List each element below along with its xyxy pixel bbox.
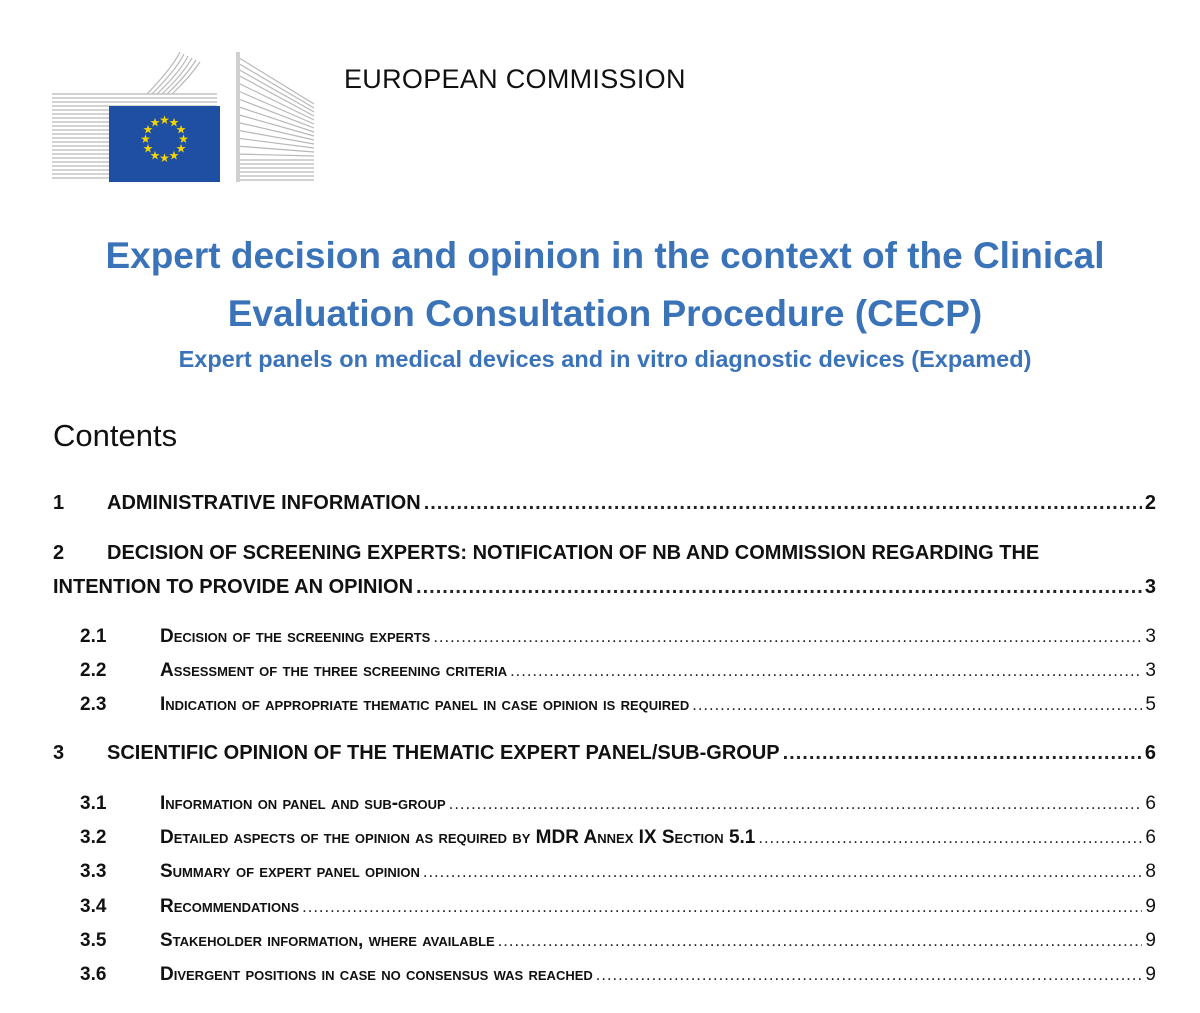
toc-entry-3-6[interactable] <box>53 964 1156 986</box>
toc-leader <box>758 829 1142 848</box>
svg-text:★: ★ <box>149 115 161 130</box>
toc-number: 2.2 <box>80 660 107 681</box>
toc-label: Indication of appropriate thematic panel in case opinion is required <box>160 694 690 715</box>
document-subtitle: Expert panels on medical devices and in vitro diagnostic devices (Expamed) <box>178 346 1032 372</box>
toc-page: 2 <box>1144 492 1156 514</box>
toc-label: DECISION OF SCREENING EXPERTS: NOTIFICATION OF NB AND COMMISSION REGARDING THE <box>107 542 1040 564</box>
toc-page: 9 <box>1145 896 1156 917</box>
toc-label: Summary of expert panel opinion <box>160 861 420 882</box>
toc-entry-3-5[interactable] <box>53 930 1156 952</box>
toc-label-continued: INTENTION TO PROVIDE AN OPINION <box>53 576 414 598</box>
toc-page: 6 <box>1145 827 1156 848</box>
toc-entry-3[interactable] <box>53 742 1156 765</box>
organization-name: EUROPEAN COMMISSION <box>344 64 686 94</box>
toc-entry-2-2[interactable] <box>53 660 1156 682</box>
toc-entry-2-3[interactable] <box>53 694 1156 716</box>
toc-label: Divergent positions in case no consensus was reached <box>160 964 593 985</box>
svg-text:★: ★ <box>142 141 154 156</box>
toc-number: 3.5 <box>80 930 107 951</box>
toc-number: 3 <box>53 742 65 764</box>
toc-label: ADMINISTRATIVE INFORMATION <box>107 492 421 514</box>
toc-page: 5 <box>1145 694 1156 715</box>
toc-number: 3.4 <box>80 896 107 917</box>
svg-text:★: ★ <box>159 113 170 127</box>
toc-entry-1[interactable] <box>53 492 1156 515</box>
toc-page: 3 <box>1145 626 1156 647</box>
toc-entry-3-1[interactable] <box>53 793 1156 815</box>
svg-text:★: ★ <box>140 132 151 146</box>
toc-number: 2 <box>53 542 65 564</box>
toc-leader <box>433 628 1142 647</box>
toc-page: 3 <box>1144 576 1156 598</box>
svg-text:★: ★ <box>168 148 180 163</box>
toc-leader <box>449 795 1143 814</box>
toc-entry-2-continued[interactable] <box>53 576 1156 599</box>
toc-entry-3-4[interactable] <box>53 896 1156 918</box>
toc-label: Detailed aspects of the opinion as required by MDR Annex IX Section 5.1 <box>160 827 756 848</box>
toc-page: 9 <box>1145 964 1156 985</box>
toc-page: 6 <box>1145 793 1156 814</box>
toc-number: 2.3 <box>80 694 107 715</box>
document-title <box>60 227 1150 343</box>
toc-leader <box>302 898 1142 917</box>
toc-entry-3-2[interactable] <box>53 827 1156 849</box>
toc-entry-3-3[interactable] <box>53 861 1156 883</box>
toc-leader <box>596 966 1143 985</box>
toc-page: 9 <box>1145 930 1156 951</box>
svg-text:★: ★ <box>142 122 154 137</box>
svg-text:★: ★ <box>159 151 170 165</box>
toc-number: 3.6 <box>80 964 107 985</box>
toc-leader <box>423 863 1143 882</box>
toc-leader <box>692 696 1142 715</box>
toc-label: Assessment of the three screening criteria <box>160 660 508 681</box>
eu-flag-icon <box>109 106 220 182</box>
toc-page: 3 <box>1145 660 1156 681</box>
toc-leader <box>416 576 1142 599</box>
document-title-line2: Evaluation Consultation Procedure (CECP) <box>227 293 983 334</box>
toc-number: 3.3 <box>80 861 107 882</box>
toc-entry-2-1[interactable] <box>53 626 1156 648</box>
toc-label: Information on panel and sub-group <box>160 793 446 814</box>
toc-label: Stakeholder information, where available <box>160 930 495 951</box>
toc-leader <box>498 932 1143 951</box>
toc-number: 3.1 <box>80 793 107 814</box>
toc-label: SCIENTIFIC OPINION OF THE THEMATIC EXPERT PANEL/SUB-GROUP <box>107 742 780 764</box>
toc-page: 8 <box>1145 861 1156 882</box>
toc-label: Decision of the screening experts <box>160 626 431 647</box>
toc-label: Recommendations <box>160 896 300 917</box>
toc-page: 6 <box>1144 742 1156 764</box>
document-title-line1: Expert decision and opinion in the context of the Clinical <box>105 235 1105 276</box>
building-stripes-right <box>236 56 314 180</box>
toc-leader <box>783 742 1142 765</box>
svg-text:★: ★ <box>175 141 187 156</box>
toc-number: 3.2 <box>80 827 107 848</box>
svg-text:★: ★ <box>175 122 187 137</box>
svg-text:★: ★ <box>149 148 161 163</box>
svg-text:★: ★ <box>168 115 180 130</box>
toc-number: 2.1 <box>80 626 107 647</box>
toc-entry-2[interactable] <box>53 542 1156 565</box>
toc-leader <box>510 662 1142 681</box>
svg-text:★: ★ <box>178 132 189 146</box>
contents-heading: Contents <box>53 418 178 453</box>
toc-leader <box>424 492 1142 515</box>
toc-number: 1 <box>53 492 65 514</box>
european-commission-logo <box>52 48 320 184</box>
